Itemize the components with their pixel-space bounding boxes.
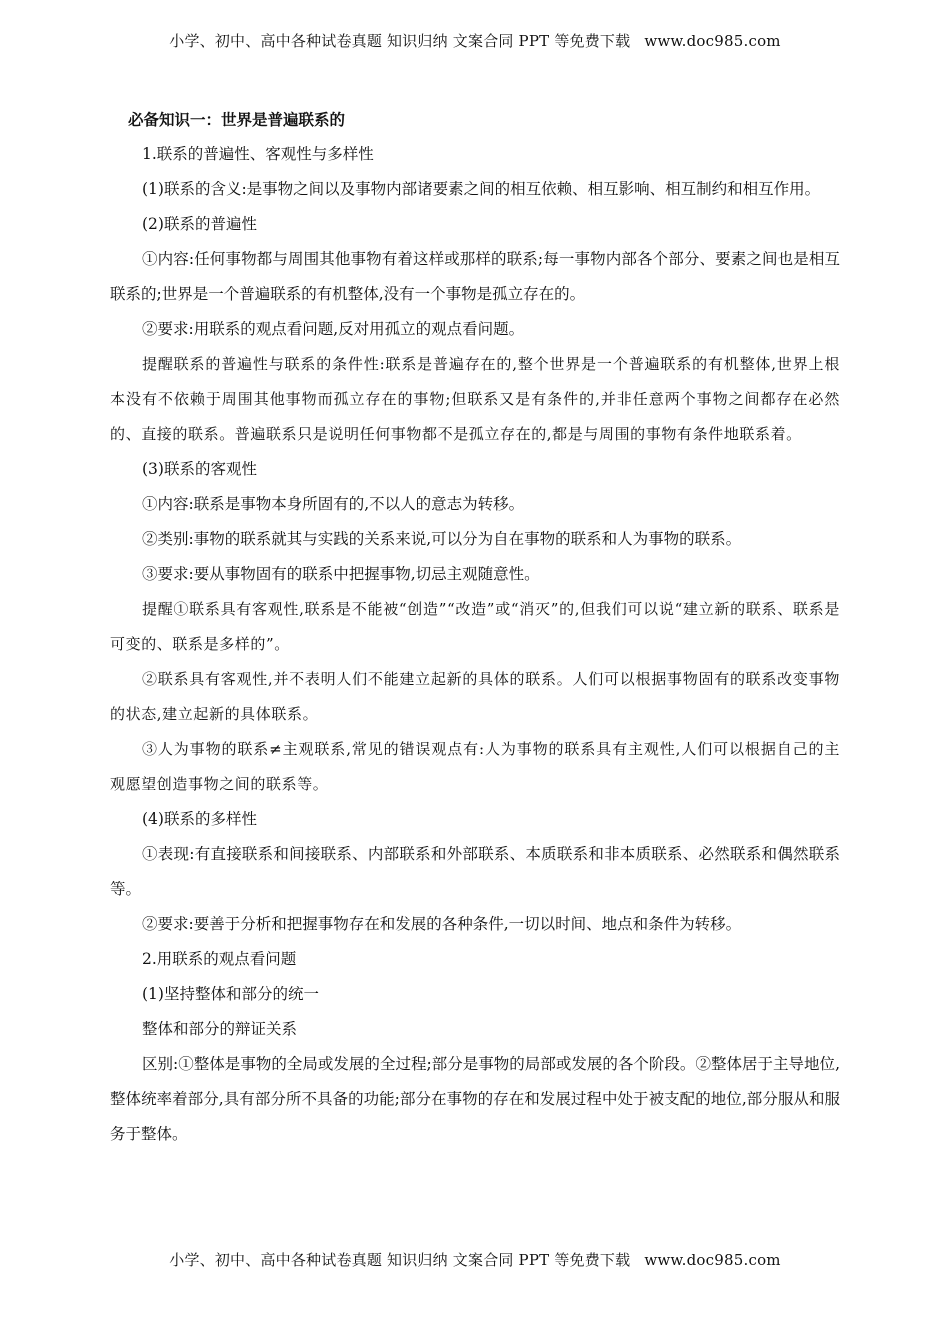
document-body [110, 102, 840, 1152]
paragraph-objectivity-category: ②类别:事物的联系就其与实践的关系来说,可以分为自在事物的联系和人为事物的联系。 [142, 530, 742, 548]
section-title: 必备知识一：世界是普遍联系的 [128, 110, 346, 129]
paragraph-2-heading: 2.用联系的观点看问题 [142, 950, 297, 968]
paragraph-tip-universality: 提醒联系的普遍性与联系的条件性:联系是普遍存在的,整个世界是一个普遍联系的有机整体,世界上根本没有不依赖于周围其他事物而孤立存在的事物;但联系又是有条件的,并非任意两个事物之间都存在必然的、直接的联系。普遍联系只是说明任何事物都不是孤立存在的,都是与周围的事物有条件地联系着。 [110, 355, 840, 443]
paragraph-universality-content: ①内容:任何事物都与周围其他事物有着这样或那样的联系;每一事物内部各个部分、要素之间也是相互联系的;世界是一个普遍联系的有机整体,没有一个事物是孤立存在的。 [110, 250, 840, 303]
paragraph-objectivity-requirement: ③要求:要从事物固有的联系中把握事物,切忌主观随意性。 [142, 565, 540, 583]
paragraph-1-heading: 1.联系的普遍性、客观性与多样性 [142, 145, 374, 163]
paragraph-diversity-heading: (4)联系的多样性 [142, 810, 257, 828]
paragraph-whole-part-relation: 整体和部分的辩证关系 [142, 1020, 298, 1038]
paragraph-objectivity-content: ①内容:联系是事物本身所固有的,不以人的意志为转移。 [142, 495, 525, 513]
paragraph-diversity-requirement: ②要求:要善于分析和把握事物存在和发展的各种条件,一切以时间、地点和条件为转移。 [142, 915, 742, 933]
paragraph-whole-part-heading: (1)坚持整体和部分的统一 [142, 985, 319, 1003]
paragraph-objectivity-heading: (3)联系的客观性 [142, 460, 257, 478]
header-url[interactable]: www.doc985.com [644, 32, 781, 50]
paragraph-whole-part-difference: 区别:①整体是事物的全局或发展的全过程;部分是事物的局部或发展的各个阶段。②整体居于主导地位,整体统率着部分,具有部分所不具备的功能;部分在事物的存在和发展过程中处于被支配的地位,部分服从和服务于整体。 [110, 1055, 840, 1143]
page-footer [0, 1249, 950, 1270]
paragraph-diversity-forms: ①表现:有直接联系和间接联系、内部联系和外部联系、本质联系和非本质联系、必然联系和偶然联系等。 [110, 845, 840, 898]
paragraph-universality-requirement: ②要求:用联系的观点看问题,反对用孤立的观点看问题。 [142, 320, 525, 338]
paragraph-tip-objectivity-1: 提醒①联系具有客观性,联系是不能被“创造”“改造”或“消灭”的,但我们可以说“建立新的联系、联系是可变的、联系是多样的”。 [110, 600, 840, 653]
footer-url[interactable]: www.doc985.com [644, 1251, 781, 1269]
paragraph-universality-heading: (2)联系的普遍性 [142, 215, 257, 233]
header-text: 小学、初中、高中各种试卷真题 知识归纳 文案合同 PPT 等免费下载 [169, 32, 631, 50]
page-header [0, 30, 950, 51]
footer-text: 小学、初中、高中各种试卷真题 知识归纳 文案合同 PPT 等免费下载 [169, 1251, 631, 1269]
paragraph-tip-objectivity-2: ②联系具有客观性,并不表明人们不能建立起新的具体的联系。人们可以根据事物固有的联系改变事物的状态,建立起新的具体联系。 [110, 670, 840, 723]
paragraph-tip-objectivity-3: ③人为事物的联系≠主观联系,常见的错误观点有:人为事物的联系具有主观性,人们可以根据自己的主观愿望创造事物之间的联系等。 [110, 740, 840, 793]
paragraph-definition: (1)联系的含义:是事物之间以及事物内部诸要素之间的相互依赖、相互影响、相互制约和相互作用。 [142, 180, 821, 198]
